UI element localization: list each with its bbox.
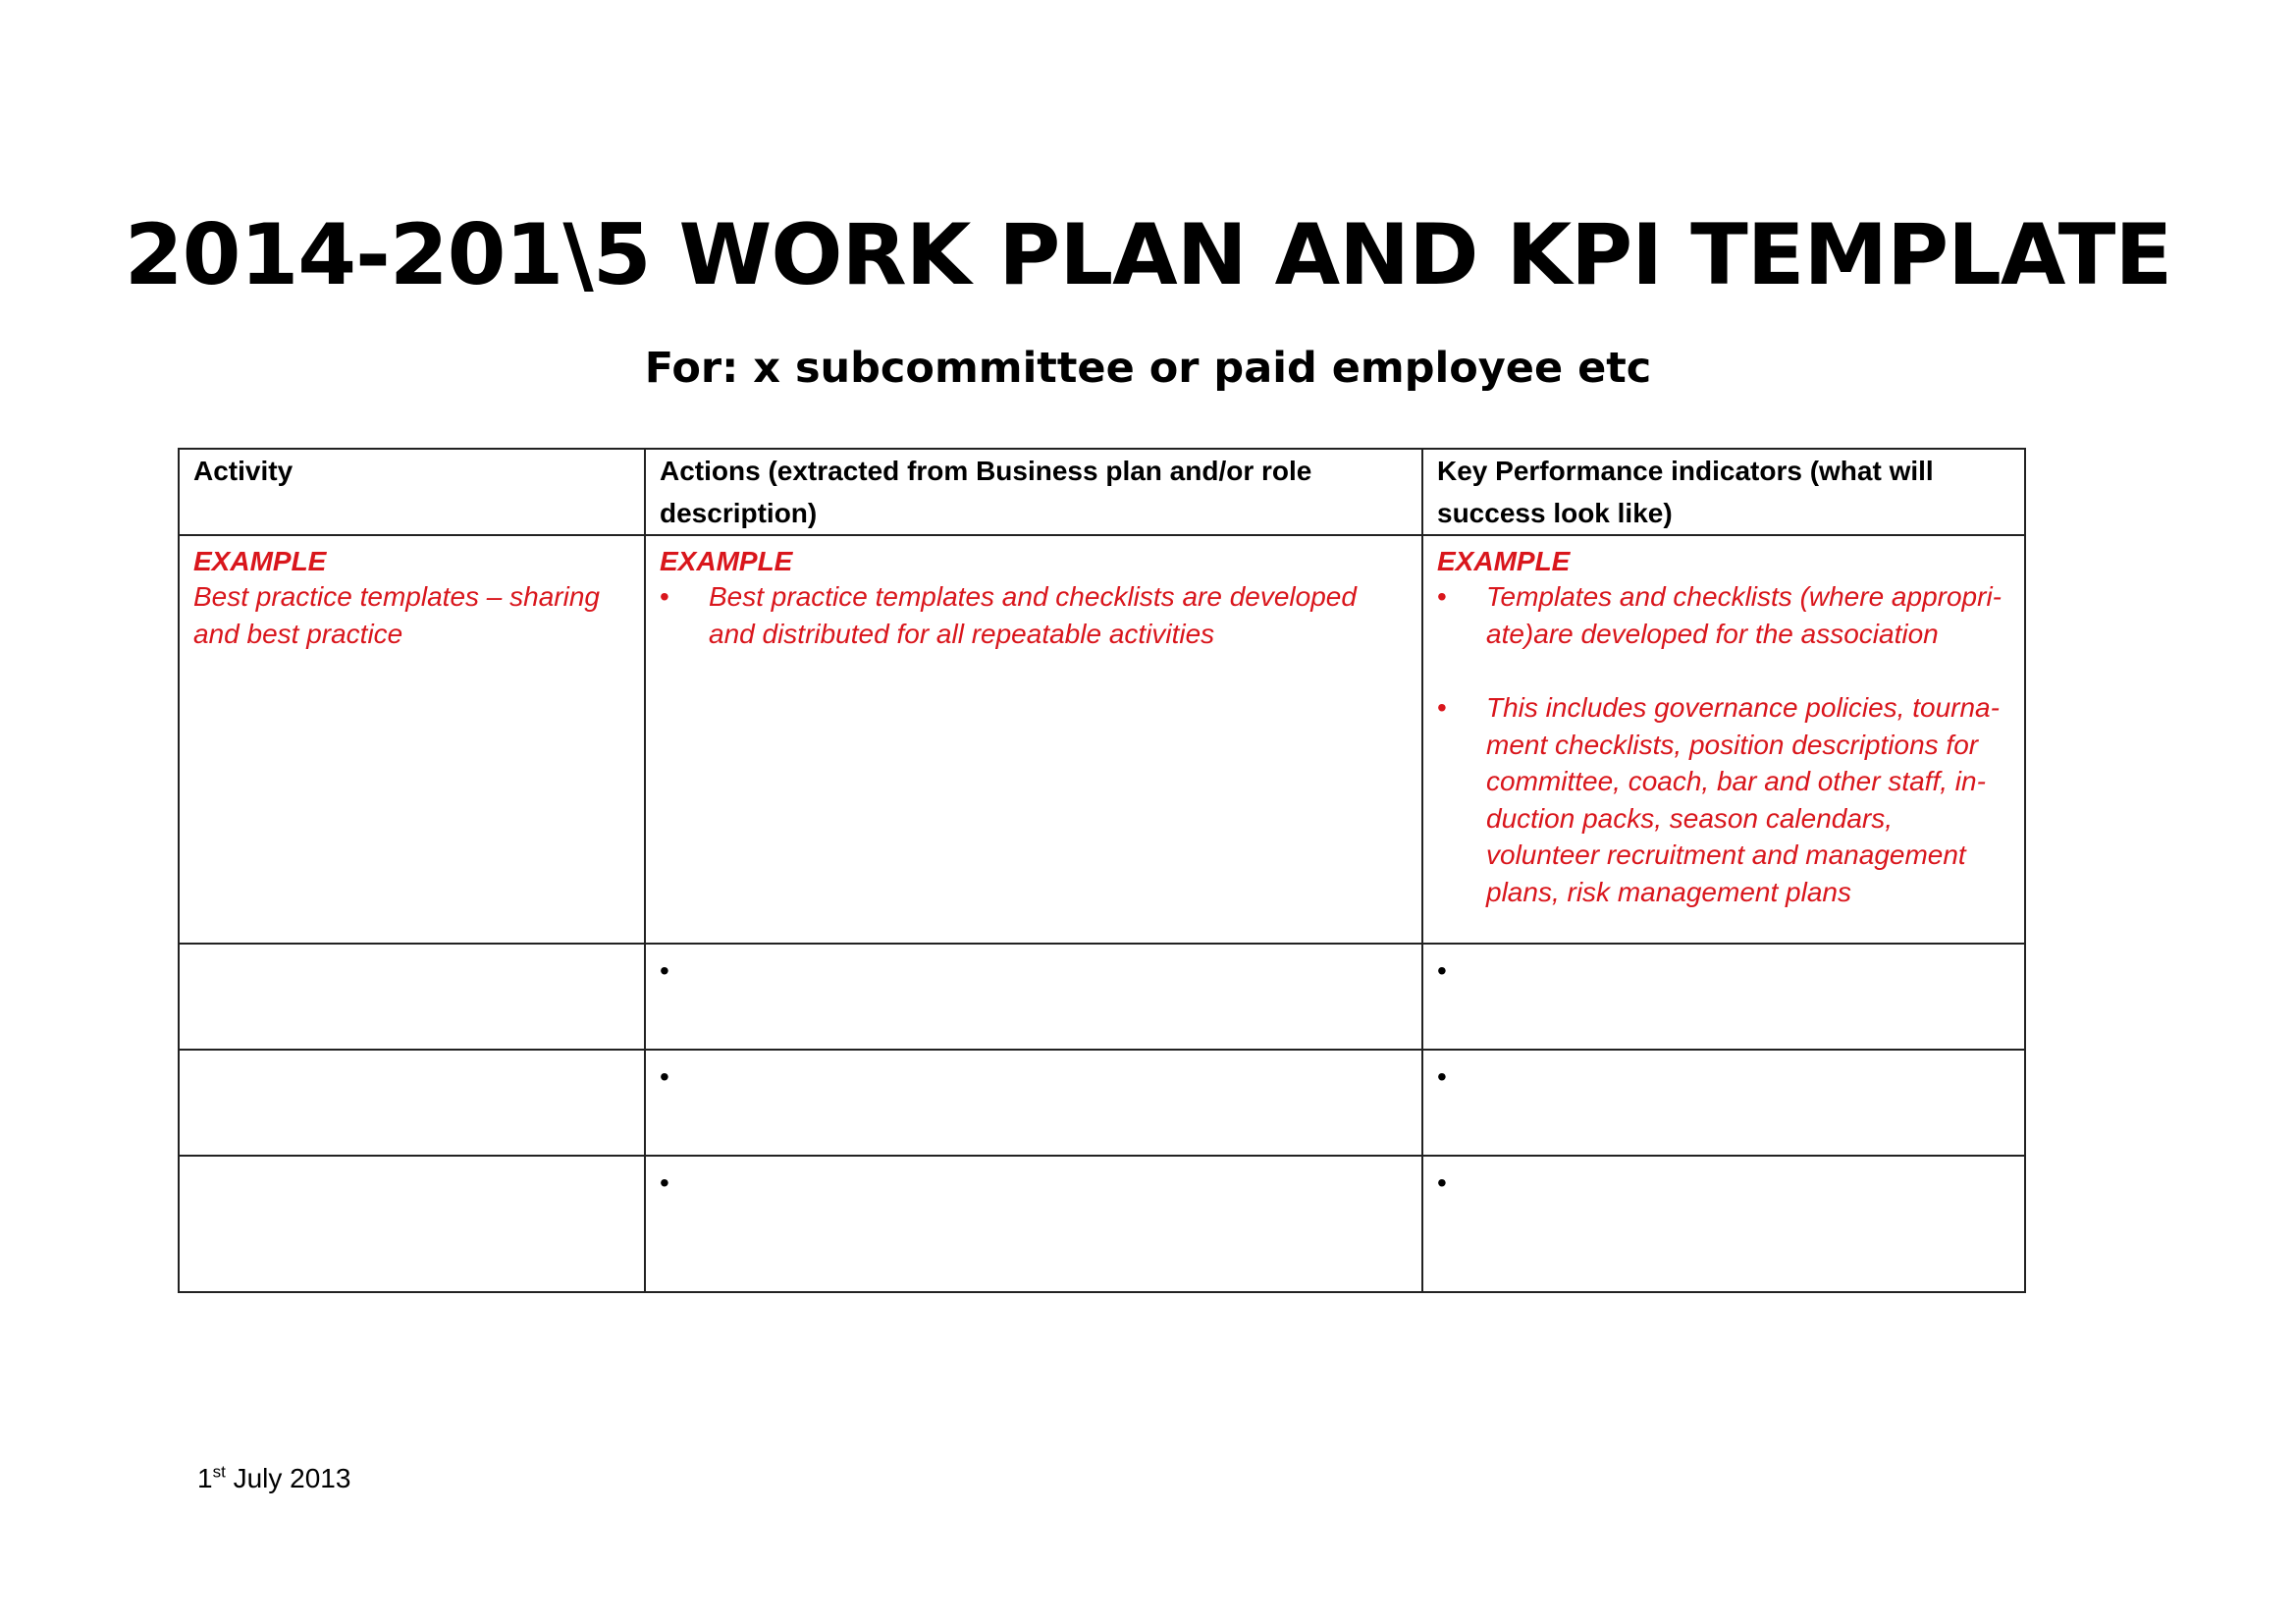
blank-actions-cell[interactable] [645, 944, 1422, 1050]
example-label: EXAMPLE [193, 546, 327, 576]
bullet-icon: • [1437, 692, 1447, 723]
footer-day: 1 [197, 1463, 213, 1493]
example-activity-text: Best practice templates – sharing and best practice [193, 581, 600, 649]
blank-kpi-cell[interactable] [1422, 1050, 2025, 1156]
work-plan-table [178, 448, 2026, 1293]
footer-month-year: July 2013 [225, 1463, 351, 1493]
example-actions-list [660, 578, 1408, 652]
footer-date [197, 1459, 350, 1498]
example-activity-cell [179, 535, 645, 944]
bullet-icon: • [1437, 1167, 1447, 1198]
table-row [179, 1156, 2025, 1292]
bullet-icon: • [660, 1061, 669, 1092]
header-kpi: Key Performance indicators (what will success look like) [1422, 449, 2025, 535]
page-title: 2014-201\5 WORK PLAN AND KPI TEMPLATE [124, 206, 2172, 304]
blank-activity-cell[interactable] [179, 944, 645, 1050]
list-item [660, 578, 1408, 652]
footer-ordinal: st [212, 1462, 226, 1482]
example-kpi-text: Templates and checklists (where appropri-ate)are developed for the association [1486, 581, 2002, 649]
table-row [179, 1050, 2025, 1156]
list-item [1437, 689, 2010, 910]
blank-kpi-cell[interactable] [1422, 944, 2025, 1050]
example-kpi-list [1437, 578, 2010, 910]
example-kpi-text: This includes governance policies, tourna-ment checklists, position descriptions for committee, coach, bar and other staff, in-duction packs, season calendars, volunteer recruitment and management plans, risk management plans [1486, 692, 2000, 907]
example-label: EXAMPLE [660, 546, 793, 576]
bullet-icon: • [660, 581, 669, 612]
example-actions-cell [645, 535, 1422, 944]
table-header-row [179, 449, 2025, 535]
bullet-icon: • [1437, 955, 1447, 986]
blank-actions-cell[interactable] [645, 1156, 1422, 1292]
header-activity: Activity [179, 449, 645, 535]
bullet-icon: • [660, 955, 669, 986]
bullet-icon: • [660, 1167, 669, 1198]
bullet-icon: • [1437, 1061, 1447, 1092]
example-kpi-cell [1422, 535, 2025, 944]
header-actions: Actions (extracted from Business plan and/or role description) [645, 449, 1422, 535]
bullet-icon: • [1437, 581, 1447, 612]
page-subtitle: For: x subcommittee or paid employee etc [644, 344, 1652, 393]
blank-kpi-cell[interactable] [1422, 1156, 2025, 1292]
blank-actions-cell[interactable] [645, 1050, 1422, 1156]
blank-activity-cell[interactable] [179, 1156, 645, 1292]
example-label: EXAMPLE [1437, 546, 1571, 576]
example-row [179, 535, 2025, 944]
blank-activity-cell[interactable] [179, 1050, 645, 1156]
list-item [1437, 578, 2010, 652]
example-action-text: Best practice templates and checklists are developed and distributed for all repeatable activities [709, 581, 1357, 649]
table-row [179, 944, 2025, 1050]
